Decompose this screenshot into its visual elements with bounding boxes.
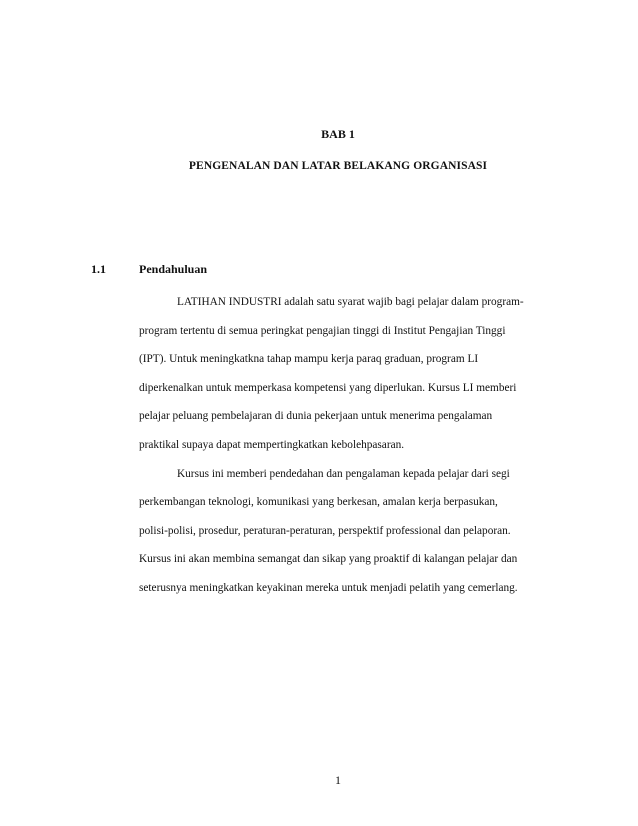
paragraph-1-line: diperkenalkan untuk memperkasa kompetensi yang diperlukan. Kursus LI memberi: [139, 381, 517, 394]
chapter-number: BAB 1: [321, 127, 355, 141]
paragraph-2-line: perkembangan teknologi, komunikasi yang berkesan, amalan kerja berpasukan,: [139, 496, 498, 509]
paragraph-1-line: praktikal supaya dapat mempertingkatkan kebolehpasaran.: [139, 438, 405, 451]
paragraph-1-line: program tertentu di semua peringkat pengajian tinggi di Institut Pengajian Tinggi: [139, 324, 506, 337]
paragraph-1-line: LATIHAN INDUSTRI adalah satu syarat wajib bagi pelajar dalam program-: [177, 296, 524, 308]
section-number: 1.1: [91, 262, 106, 276]
section-body: [139, 288, 564, 603]
paragraph-1-line: pelajar peluang pembelajaran di dunia pekerjaan untuk menerima pengalaman: [139, 410, 493, 423]
section-title: Pendahuluan: [139, 262, 208, 276]
paragraph-2-line: seterusnya meningkatkan keyakinan mereka untuk menjadi pelatih yang cemerlang.: [139, 581, 518, 594]
page-number: 1: [335, 773, 341, 787]
paragraph-2-line: Kursus ini memberi pendedahan dan pengalaman kepada pelajar dari segi: [177, 467, 510, 480]
paragraph-2-line: polisi-polisi, prosedur, peraturan-peraturan, perspektif professional dan pelaporan.: [139, 524, 511, 537]
paragraph-1-line: (IPT). Untuk meningkatkna tahap mampu kerja paraq graduan, program LI: [139, 353, 479, 366]
paragraph-2-line: Kursus ini akan membina semangat dan sikap yang proaktif di kalangan pelajar dan: [139, 553, 518, 566]
chapter-title: PENGENALAN DAN LATAR BELAKANG ORGANISASI: [188, 160, 488, 172]
